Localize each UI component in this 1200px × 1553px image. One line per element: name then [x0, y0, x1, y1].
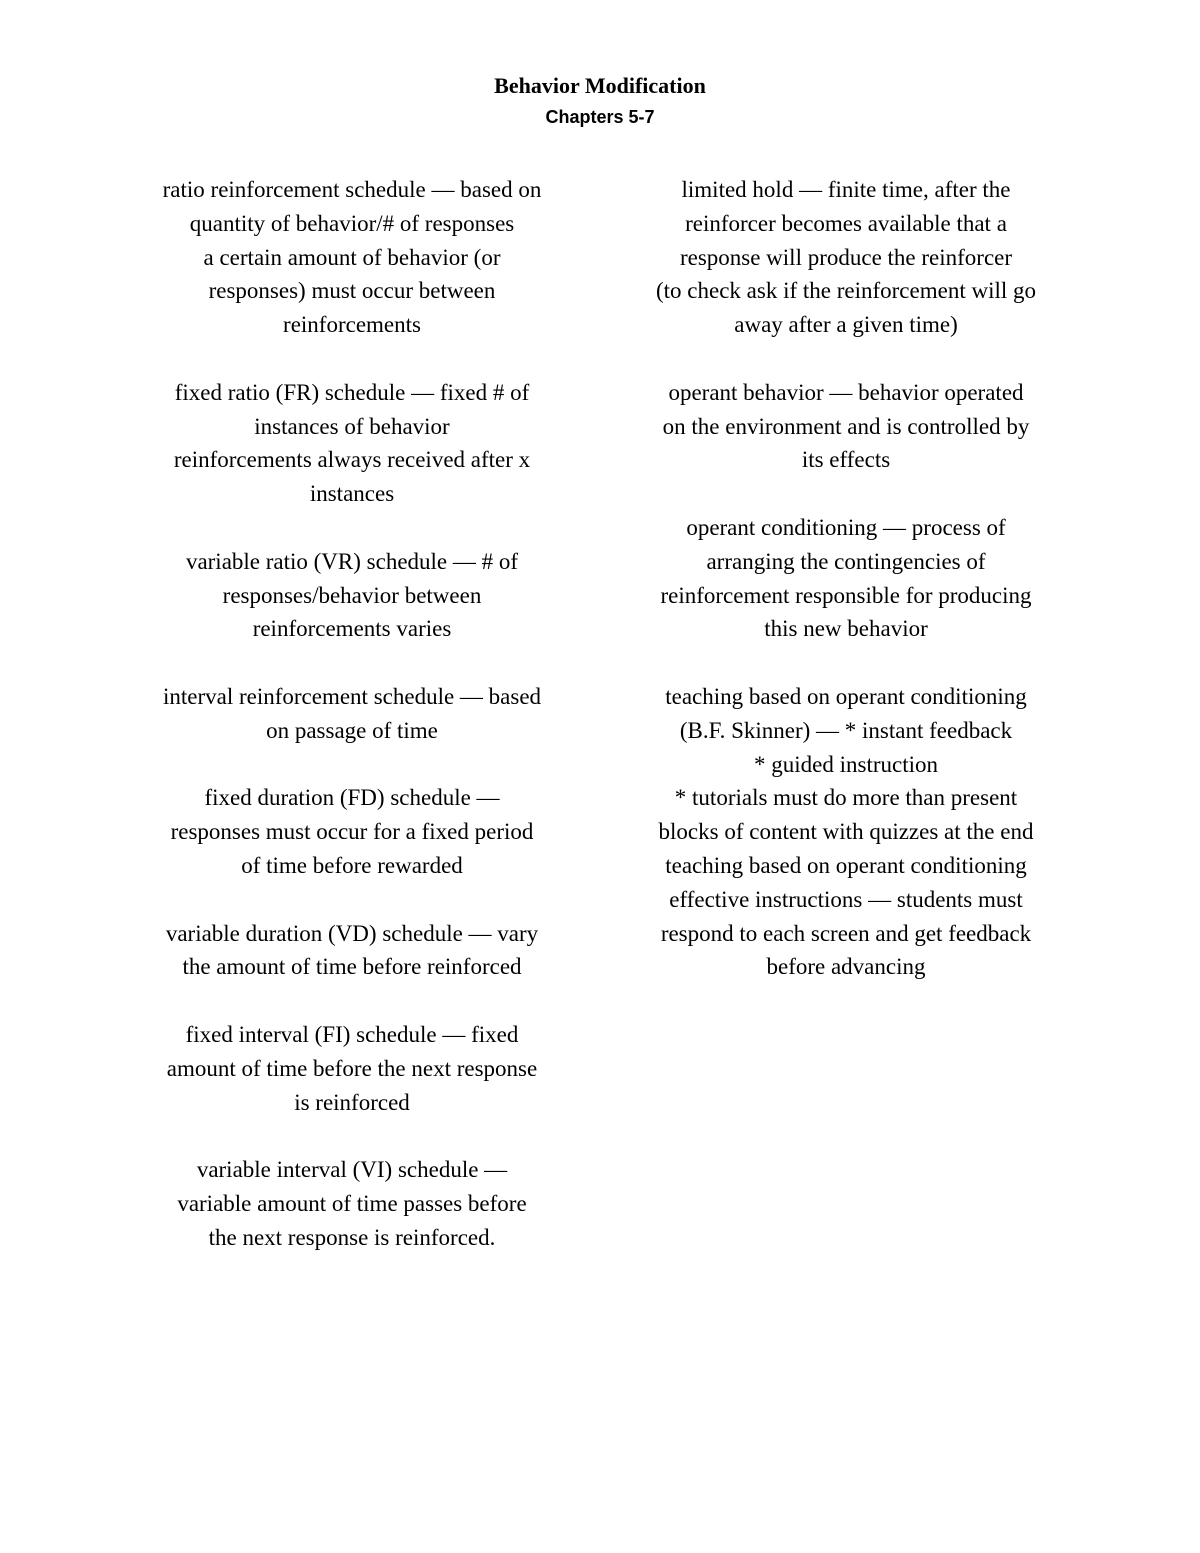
definition-line: instances: [309, 481, 395, 507]
document-title: Behavior Modification: [494, 73, 706, 98]
right-column: [626, 173, 1066, 984]
definition-line: fixed ratio (FR) schedule — fixed # of: [174, 379, 530, 405]
definition-line: effective instructions — students must: [669, 886, 1023, 912]
definition-line: operant conditioning — process of: [686, 514, 1006, 540]
definition-line: variable interval (VI) schedule —: [196, 1157, 508, 1183]
definition-entry: [132, 781, 572, 882]
definition-line: responses) must occur between: [208, 278, 496, 304]
definition-entry: [626, 680, 1066, 984]
definition-line: away after a given time): [734, 312, 958, 338]
definition-line: limited hold — finite time, after the: [681, 177, 1011, 202]
definition-line: reinforcements always received after x: [173, 447, 531, 473]
definition-line: fixed duration (FD) schedule —: [204, 785, 500, 811]
definition-entry: [132, 917, 572, 985]
definition-line: its effects: [801, 447, 891, 473]
definition-line: interval reinforcement schedule — based: [162, 683, 542, 709]
definition-line: blocks of content with quizzes at the end: [658, 819, 1034, 845]
definition-line: reinforcer becomes available that a: [685, 210, 1007, 236]
entry-spacer: [132, 984, 572, 1018]
definition-line: ratio reinforcement schedule — based on: [162, 177, 542, 202]
definition-line: fixed interval (FI) schedule — fixed: [185, 1021, 519, 1047]
definition-entry: [132, 173, 572, 342]
definition-line: * tutorials must do more than present: [674, 785, 1018, 811]
definition-entry: [132, 376, 572, 511]
definition-entry: [626, 173, 1066, 342]
definition-line: teaching based on operant conditioning: [665, 852, 1027, 878]
definition-line: arranging the contingencies of: [706, 548, 986, 574]
definition-line: variable duration (VD) schedule — vary: [165, 920, 539, 946]
definition-line: a certain amount of behavior (or: [203, 244, 501, 270]
definition-line: responses/behavior between: [222, 582, 482, 608]
entry-spacer: [626, 646, 1066, 680]
definition-line: amount of time before the next response: [166, 1055, 538, 1081]
definition-line: * guided instruction: [754, 751, 938, 777]
entry-spacer: [626, 342, 1066, 376]
definition-entry: [132, 1153, 572, 1254]
definition-line: operant behavior — behavior operated: [668, 379, 1024, 405]
definition-line: on passage of time: [266, 717, 438, 743]
entry-spacer: [626, 477, 1066, 511]
definition-line: (B.F. Skinner) — * instant feedback: [679, 717, 1013, 743]
definition-line: before advancing: [766, 954, 926, 980]
entry-spacer: [132, 748, 572, 782]
definition-entry: [626, 376, 1066, 477]
entry-spacer: [132, 511, 572, 545]
definition-line: the next response is reinforced.: [208, 1224, 496, 1250]
definition-entry: [626, 511, 1066, 646]
definition-line: teaching based on operant conditioning: [665, 683, 1027, 709]
definition-line: on the environment and is controlled by: [662, 413, 1030, 439]
definition-line: reinforcements: [283, 312, 421, 338]
definition-line: quantity of behavior/# of responses: [189, 210, 515, 236]
definition-line: variable amount of time passes before: [177, 1190, 527, 1216]
definition-line: instances of behavior: [254, 413, 450, 439]
definition-line: this new behavior: [764, 616, 928, 642]
definition-line: of time before rewarded: [241, 852, 463, 878]
definition-entry: [132, 545, 572, 646]
definition-line: respond to each screen and get feedback: [660, 920, 1032, 946]
definition-line: the amount of time before reinforced: [182, 954, 522, 980]
definition-line: responses must occur for a fixed period: [170, 819, 534, 845]
definition-line: is reinforced: [294, 1089, 410, 1115]
definition-line: response will produce the reinforcer: [679, 244, 1013, 270]
definition-entry: [132, 680, 572, 748]
entry-spacer: [132, 646, 572, 680]
definition-line: variable ratio (VR) schedule — # of: [185, 548, 519, 574]
entry-spacer: [132, 1119, 572, 1153]
entry-spacer: [132, 342, 572, 376]
definition-line: reinforcements varies: [252, 616, 452, 642]
definition-entry: [132, 1018, 572, 1119]
document-subtitle: Chapters 5-7: [545, 107, 655, 127]
entry-spacer: [132, 883, 572, 917]
definition-line: reinforcement responsible for producing: [660, 582, 1032, 608]
definition-line: (to check ask if the reinforcement will go: [656, 278, 1036, 304]
left-column: [132, 173, 572, 1255]
